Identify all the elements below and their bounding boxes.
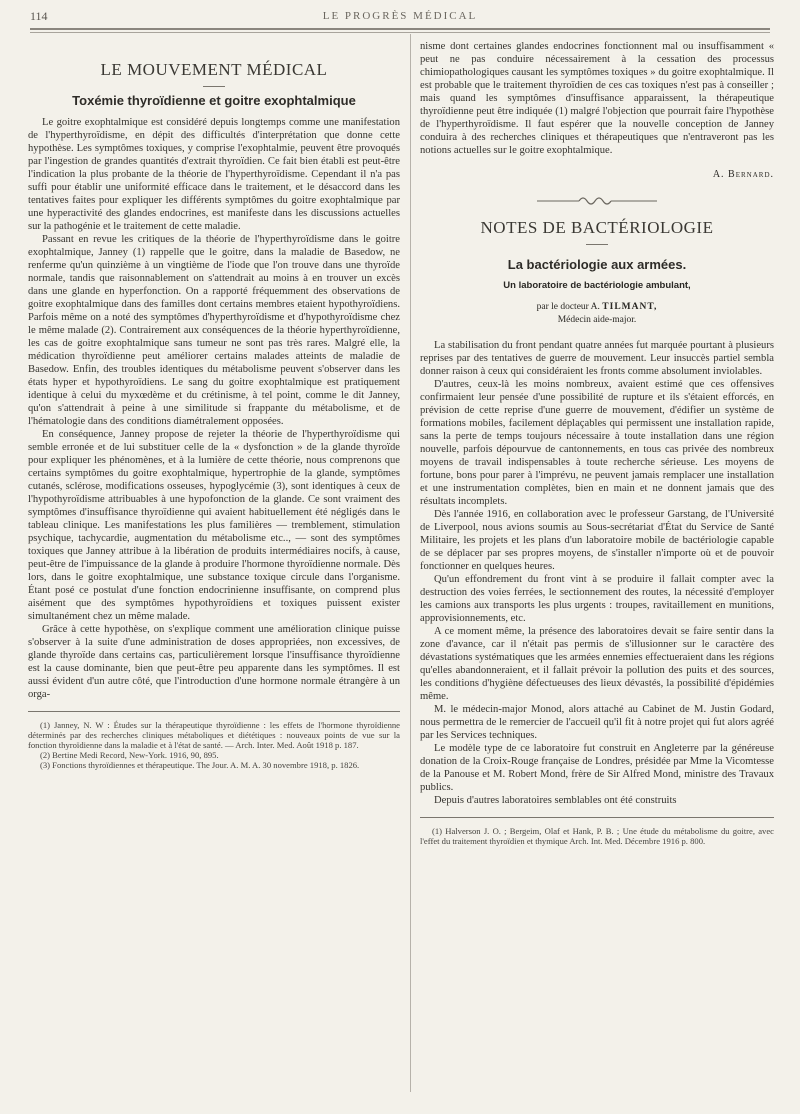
paragraph: A ce moment même, la présence des laboratoires devait se faire sentir dans la zone d'avance, car il n'était pas permis de s'illusionner sur le caractère des dévastations systématiques que les armées ennemies effectueraient dans les régions qu'elles abandonneraient, et il fallait prévoir la pollution des puits et des sources, les conditions d'hygiène défectueuses des lieux dévastés, la possibilité d'épidémies même. bbox=[420, 626, 774, 702]
footnote: (3) Fonctions thyroïdiennes et thérapeutique. The Jour. A. M. A. 30 novembre 1918, p. 1826. bbox=[40, 760, 360, 770]
flourish-icon bbox=[537, 194, 657, 208]
article-title-bacteriologie: La bactériologie aux armées. bbox=[507, 257, 687, 272]
left-column bbox=[28, 40, 400, 770]
author-signature: A. Bernard. bbox=[712, 169, 774, 180]
paragraph: D'autres, ceux-là les moins nombreux, avaient estimé que ces offensives confirmaient leur pensée d'une possibilité de rupture et ils s'étaient efforcés, en prévision de cette reprise d'une guerre de mouvement, d'édifier un système de formations mobiles, facilement déplaçables qui permissent une installation rapide, sans la perte de temps toujours nécessaire à toute installation dans une région nouvelle, parfois dépourvue de cantonnements, en tous cas privée des nombreux moyens de travail indispensables à toute recherche sérieuse. Les moyens de fortune, bons pour parer à l'imprévu, ne peuvent jamais remplacer une installation et une instrumentation complètes, bien en main et ne donnent jamais que des résultats incomplets. bbox=[420, 379, 774, 507]
article-subtitle: Un laboratoire de bactériologie ambulant, bbox=[503, 280, 691, 291]
header-rule-thin bbox=[30, 32, 770, 33]
footnote-rule bbox=[28, 711, 400, 712]
right-column bbox=[420, 40, 774, 846]
footnote: (2) Bertine Medi Record, New-York. 1916, 90, 895. bbox=[40, 750, 219, 760]
section-title-mouvement-medical: LE MOUVEMENT MÉDICAL bbox=[100, 60, 328, 79]
paragraph: Depuis d'autres laboratoires semblables ont été construits bbox=[434, 795, 677, 806]
byline-role: Médecin aide-major. bbox=[557, 315, 637, 325]
paragraph: Qu'un effondrement du front vint à se produire il fallait compter avec la destruction des voies ferrées, le sectionnement des routes, la nécessité d'employer les camions aux transports les plus urgents : troupes, ravitaillement en munitions, approvisionnements, etc. bbox=[420, 574, 774, 624]
paragraph: Passant en revue les critiques de la théorie de l'hyperthyroïdisme dans le goitre exophtalmique, Janney (1) rappelle que le goitre, dans la maladie de Basedow, ne renferme qu'un quinzième à un vingtième de l'iode que l'on trouve dans une thyroïde normale, tandis que raisonnablement on s'attendrait au moins à en trouver un excès dans une glande en hyperfonction. On a rapporté fréquemment des observations de goitre exophtalmique dans des familles dont certains membres etaient hypothyroïdiens. Parfois même on a noté des symptômes d'hyperthyroïdisme et d'hypothyroïdisme chez le même malade (2). Contrairement aux conséquences de la théorie hyperthyroïdienne, les cas de goitre exophtalmique sans tumeur ne sont pas très rares. Malgré elle, la médication thyroïdienne peut améliorer certains malades atteints de maladie de Basedow. Enfin, des troubles identiques du métabolisme peuvent s'observer dans les états hyper et hypothyroïdiens. Le sang du goitre exophtalmique est pratiquement identique à celui du myxœdème et du crétinisme, à tel point, comme le dit Janney, qu'on s'attendrait à peine à une similitude si frappante du métabolisme, et de l'hématologie dans des conditions diamétralement opposées. bbox=[28, 234, 400, 427]
page-header bbox=[30, 6, 770, 24]
page-number: 114 bbox=[30, 9, 48, 23]
column-divider bbox=[410, 34, 411, 1092]
section-divider bbox=[586, 244, 608, 245]
paragraph: La stabilisation du front pendant quatre années fut marquée pourtant à plusieurs reprises par des tentatives de guerre de mouvement. Leur insuccès partiel sembla donner raison à ceux qui considéraient les fronts comme absolument inviolables. bbox=[420, 340, 774, 377]
byline-prefix: par le docteur A. bbox=[536, 302, 600, 312]
running-title: LE PROGRÈS MÉDICAL bbox=[322, 10, 478, 22]
section-divider bbox=[203, 86, 225, 87]
paragraph: Dès l'année 1916, en collaboration avec le professeur Garstang, de l'Université de Liverpool, nous avions soumis au Sous-secrétariat d'État du Service de Santé Militaire, les projets et les plans d'un laboratoire mobile de bactériologie capable de se déplacer par ses propres moyens, de s'installer n'importe où et de pouvoir fonctionner en quelques heures. bbox=[420, 509, 774, 572]
byline-author: TILMANT, bbox=[602, 302, 658, 312]
paragraph: M. le médecin-major Monod, alors attaché au Cabinet de M. Justin Godard, nous permettra de le remercier de l'accueil qu'il fit à notre projet qui fut alors agréé par les Services techniques. bbox=[420, 704, 774, 741]
paragraph: Le modèle type de ce laboratoire fut construit en Angleterre par la généreuse donation de la Croix-Rouge française de Londres, présidée par Mme la Vicomtesse de la Panouse et M. Robert Mond, frère de Sir Alfred Mond, ministre des Travaux publics. bbox=[420, 743, 774, 793]
footnote: (1) Halverson J. O. ; Bergeim, Olaf et Hank, P. B. ; Une étude du métabolisme du goitre, avec l'effet du traitement thyroïdien et thymique Arch. Int. Med. Décembre 1916 p. 800. bbox=[420, 826, 774, 846]
byline bbox=[420, 301, 774, 327]
continuation-paragraph: nisme dont certaines glandes endocrines fonctionnent mal ou insuffisamment « peut ne pas conduire nécessairement à la cessation des processus chimiopathologiques causant les symptômes toxiques » du goitre exophtalmique. Il est probable que le traitement thyroïdien de ces cas toxiques n'est pas à conseiller ; mais quand les symptômes d'insuffisance apparaissent, la thérapeutique thyroïdienne peut être indiquée (1) malgré l'objection que pourrait faire l'hypothèse de l'hyperthyroïdisme. Il faut espérer que la nouvelle conception de Janney conduira à des recherches cliniques et thérapeutiques que n'entraveront pas les notions actuelles sur le goitre exophtalmique. bbox=[420, 41, 774, 156]
footnote: (1) Janney, N. W : Études sur la thérapeutique thyroïdienne : les effets de l'hormone thyroïdienne déterminés par des recherches cliniques métaboliques et diététiques : nouveaux points de vue sur la fonction thyroïdienne dans la maladie et à l'état de santé. — Arch. Inter. Med. Août 1918 p. 187. bbox=[28, 720, 400, 750]
article-title-toxemie: Toxémie thyroïdienne et goitre exophtalmique bbox=[72, 93, 356, 108]
paragraph: En conséquence, Janney propose de rejeter la théorie de l'hyperthyroïdisme qui semble erronée et de lui substituer celle de la « dysfonction » de la glande thyroïde pour expliquer les phénomènes, et à la lumière de cette théorie, nous comprenons que certains symptômes du goitre exophtalmique, hypertrophie de la glande, symptômes cutanés, sclérose, modifications osseuses, hypoglycémie (3), sont identiques à ceux de l'hypothyroïdisme attribuables à une hypofonction de la glande. Ce sont vraiment des symptômes d'insuffisance thyroïdienne qui avaient habituellement été négligés dans le tableau clinique. Les manifestations les plus familières — tremblement, stimulation psychique, tachycardie, augmentation du métabolisme etc.., — sont des symptômes toxiques que Janney attribue à la libération de produits intermédiaires nocifs, à cause, peut-être de l'impuissance de la glande à produire l'hormone thyroïdienne normale. Dès lors, dans le goitre exophtalmique, une substance toxique circule dans l'organisme. Étant posé ce postulat d'une fonction endocrinienne insuffisante, on comprend plus aisément que des symptômes hypothyroïdiens et toxiques puissent exister simultanément chez un même malade. bbox=[28, 429, 400, 622]
header-rule bbox=[30, 28, 770, 30]
paragraph: Grâce à cette hypothèse, on s'explique comment une amélioration clinique puisse s'observer à la suite d'une administration de doses appropriées, non excessives, de glande thyroïde dans certains cas, particulièrement lorsque l'insuffisance thyroïdienne est la cause dominante, bien que peut-être peu apparente dans les symptômes. Il est aussi évident d'un autre côté, que l'introduction d'une hormone normale étrangère à un orga- bbox=[28, 624, 400, 700]
footnote-rule bbox=[420, 817, 774, 818]
section-title-bacteriologie: NOTES DE BACTÉRIOLOGIE bbox=[480, 218, 714, 237]
ornament-divider bbox=[420, 194, 774, 210]
paragraph: Le goitre exophtalmique est considéré depuis longtemps comme une manifestation de l'hyperthyroïdisme, en dépit des difficultés d'interprétation que donne cette hypothèse. Les symptômes toxiques, y comprise l'exophtalmie, peuvent être provoqués par l'ingestion de grandes quantités d'extrait thyroïdien. Ce fait bien établi est peut-être l'indication la plus probante de la théorie de l'hyperthyroïdisme. Cependant il n'a pas suffi pour établir une uniformité efficace dans le traitement, et le désaccord dans les tentatives faites pour expliquer les différents symptômes du goitre exophtalmique par une hyperactivité des glandes endocrines, est manifeste dans les discussions actuelles sur la pathogénie et le traitement de cette maladie. bbox=[28, 117, 400, 232]
